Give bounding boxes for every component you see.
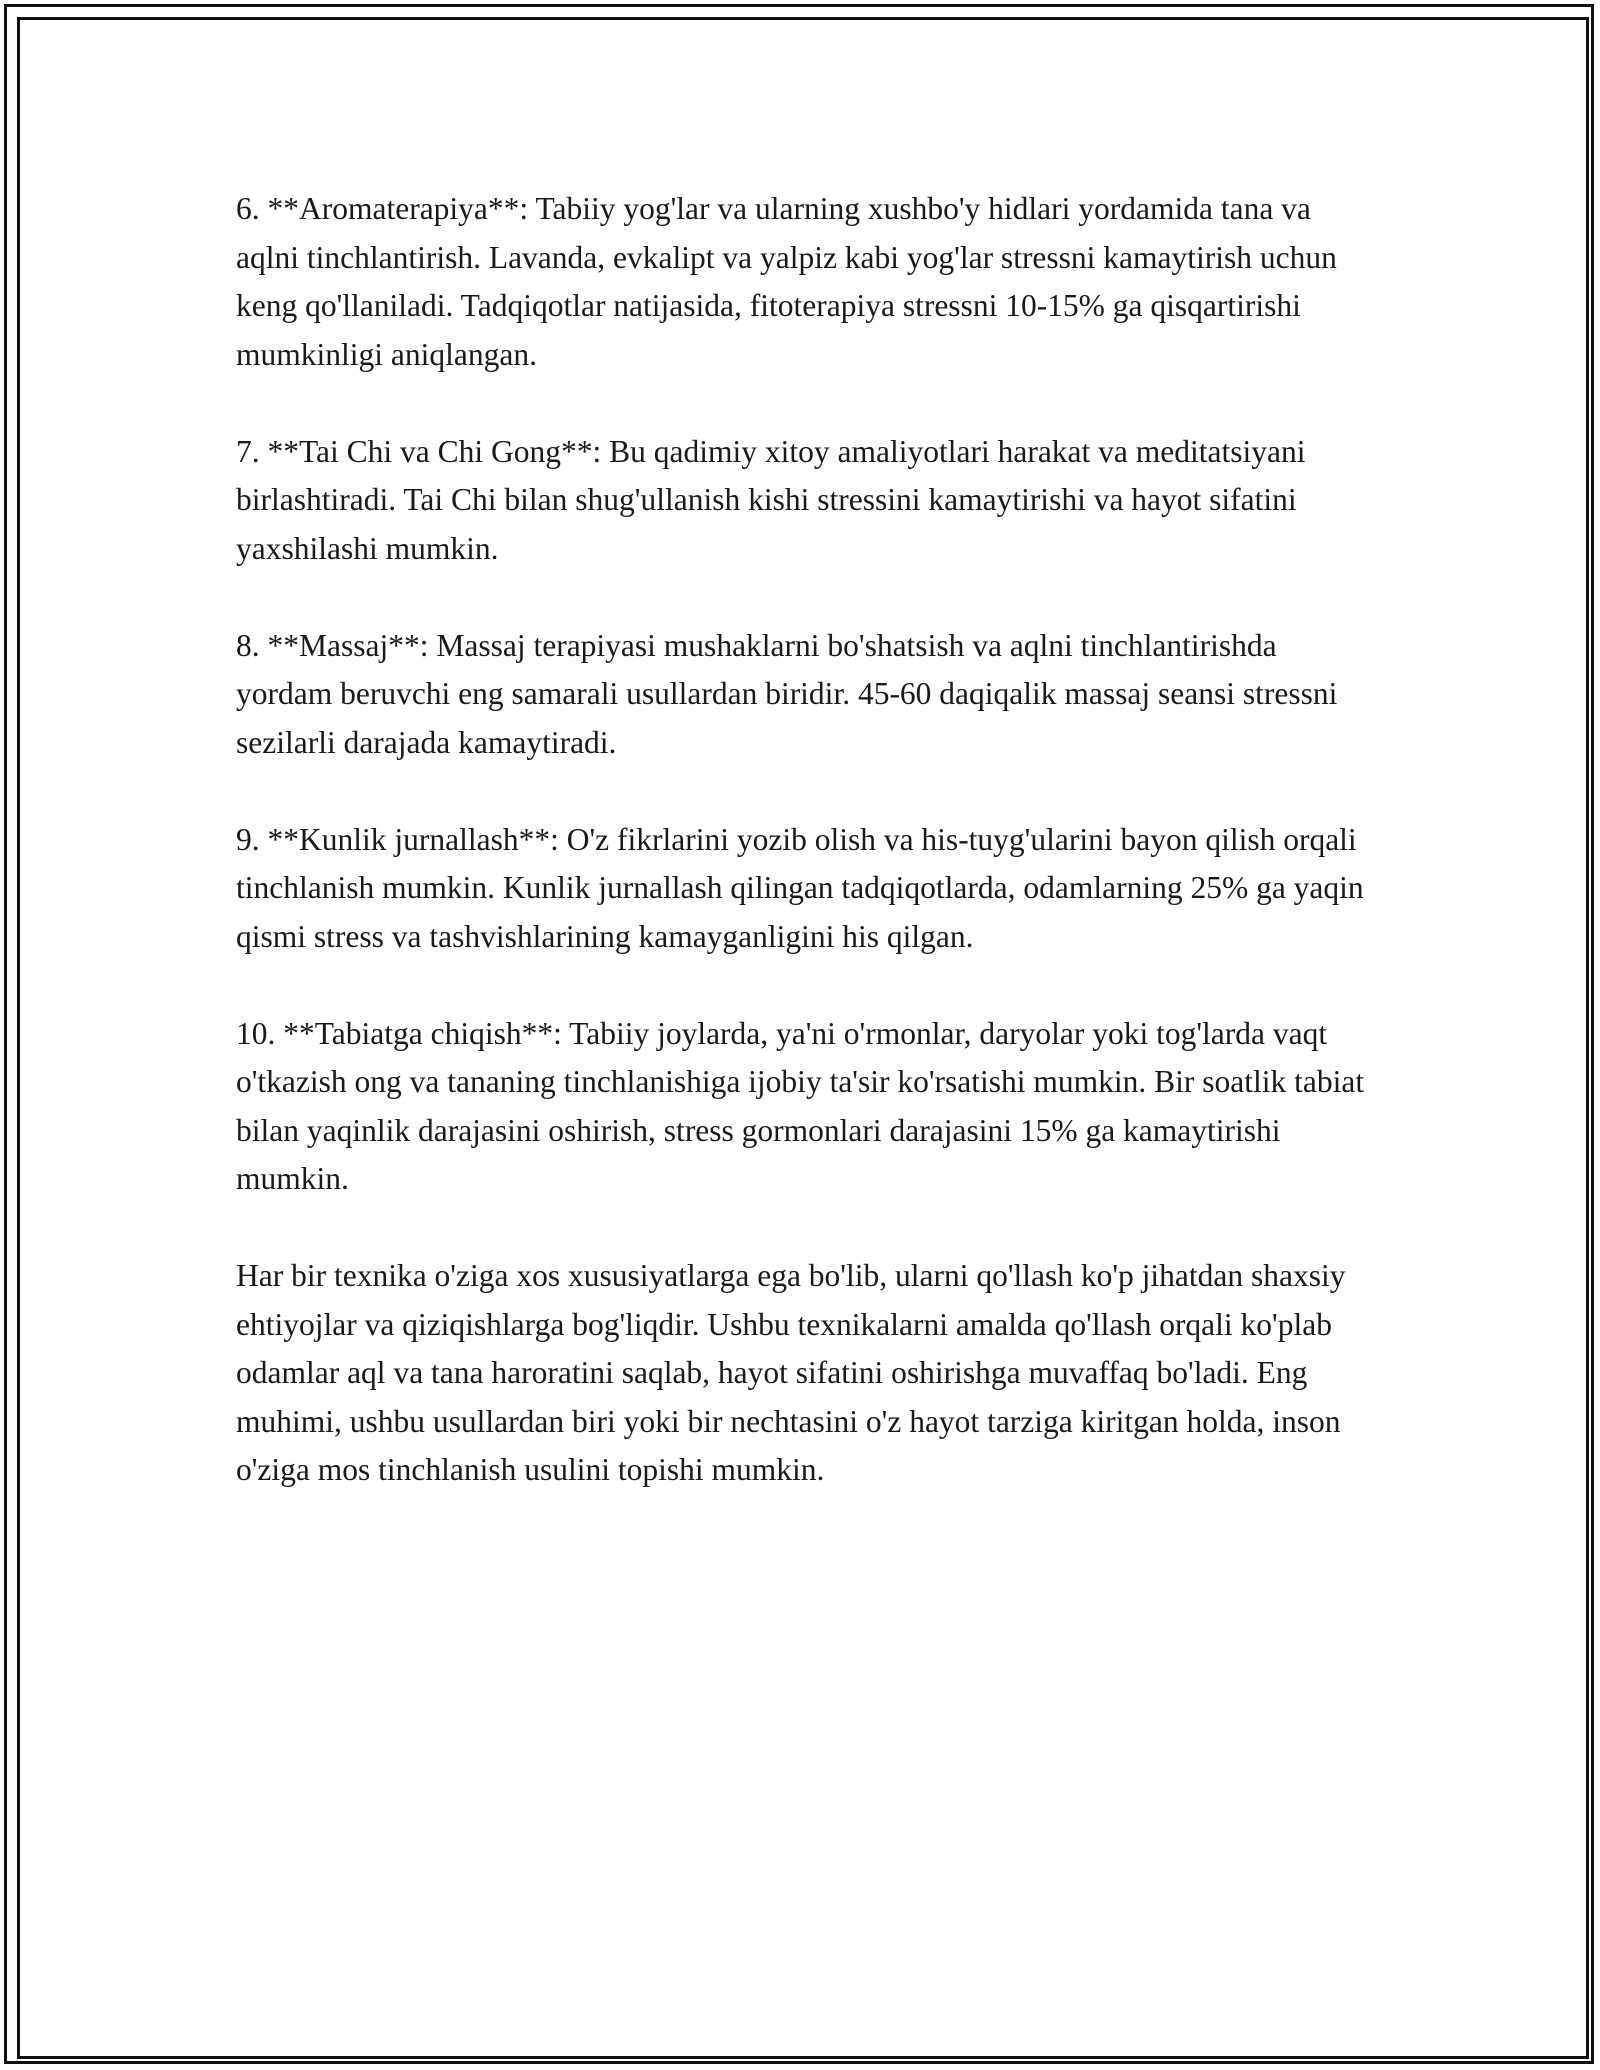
paragraph-massaj: 8. **Massaj**: Massaj terapiyasi mushaklarni bo'shatsish va aqlni tinchlantirishda yordam beruvchi eng samarali usullardan biridir. 45-60 daqiqalik massaj seansi stressni sezilarli darajada kamaytiradi. [236,627,1338,760]
paragraph-kunlik-jurnallash: 9. **Kunlik jurnallash**: O'z fikrlarini yozib olish va his-tuyg'ularini bayon qilish orqali tinchlanish mumkin. Kunlik jurnallash qilingan tadqiqotlarda, odamlarning 25% ga yaqin qismi stress va tashvishlarining kamayganligini his qilgan. [236,821,1364,954]
paragraph-aromaterapiya: 6. **Aromaterapiya**: Tabiiy yog'lar va ularning xushbo'y hidlari yordamida tana va aqlni tinchlantirish. Lavanda, evkalipt va yalpiz kabi yog'lar stressni kamaytirish uchun keng qo'llaniladi. Tadqiqotlar natijasida, fitoterapiya stressni 10-15% ga qisqartirishi mumkinligi aniqlangan. [236,191,1337,372]
paragraph-tabiatga-chiqish: 10. **Tabiatga chiqish**: Tabiiy joylarda, ya'ni o'rmonlar, daryolar yoki tog'larda vaqt o'tkazish ong va tananing tinchlanishiga ijobiy ta'sir ko'rsatishi mumkin. Bir soatlik tabiat bilan yaqinlik darajasini oshirish, stress gormonlari darajasini 15% ga kamaytirishi mumkin. [236,1015,1365,1196]
paragraph-conclusion: Har bir texnika o'ziga xos xususiyatlarga ega bo'lib, ularni qo'llash ko'p jihatdan shaxsiy ehtiyojlar va qiziqishlarga bog'liqdir. Ushbu texnikalarni amalda qo'llash orqali ko'plab odamlar aql va tana haroratini saqlab, hayot sifatini oshirishga muvaffaq bo'ladi. Eng muhimi, ushbu usullardan biri yoki bir nechtasini o'z hayot tarziga kiritgan holda, inson o'ziga mos tinchlanish usulini topishi mumkin. [236,1258,1346,1487]
paragraph-tai-chi: 7. **Tai Chi va Chi Gong**: Bu qadimiy xitoy amaliyotlari harakat va meditatsiyani birlashtiradi. Tai Chi bilan shug'ullanish kishi stressini kamaytirishi va hayot sifatini yaxshilashi mumkin. [236,433,1306,566]
document-body [236,185,1376,1543]
